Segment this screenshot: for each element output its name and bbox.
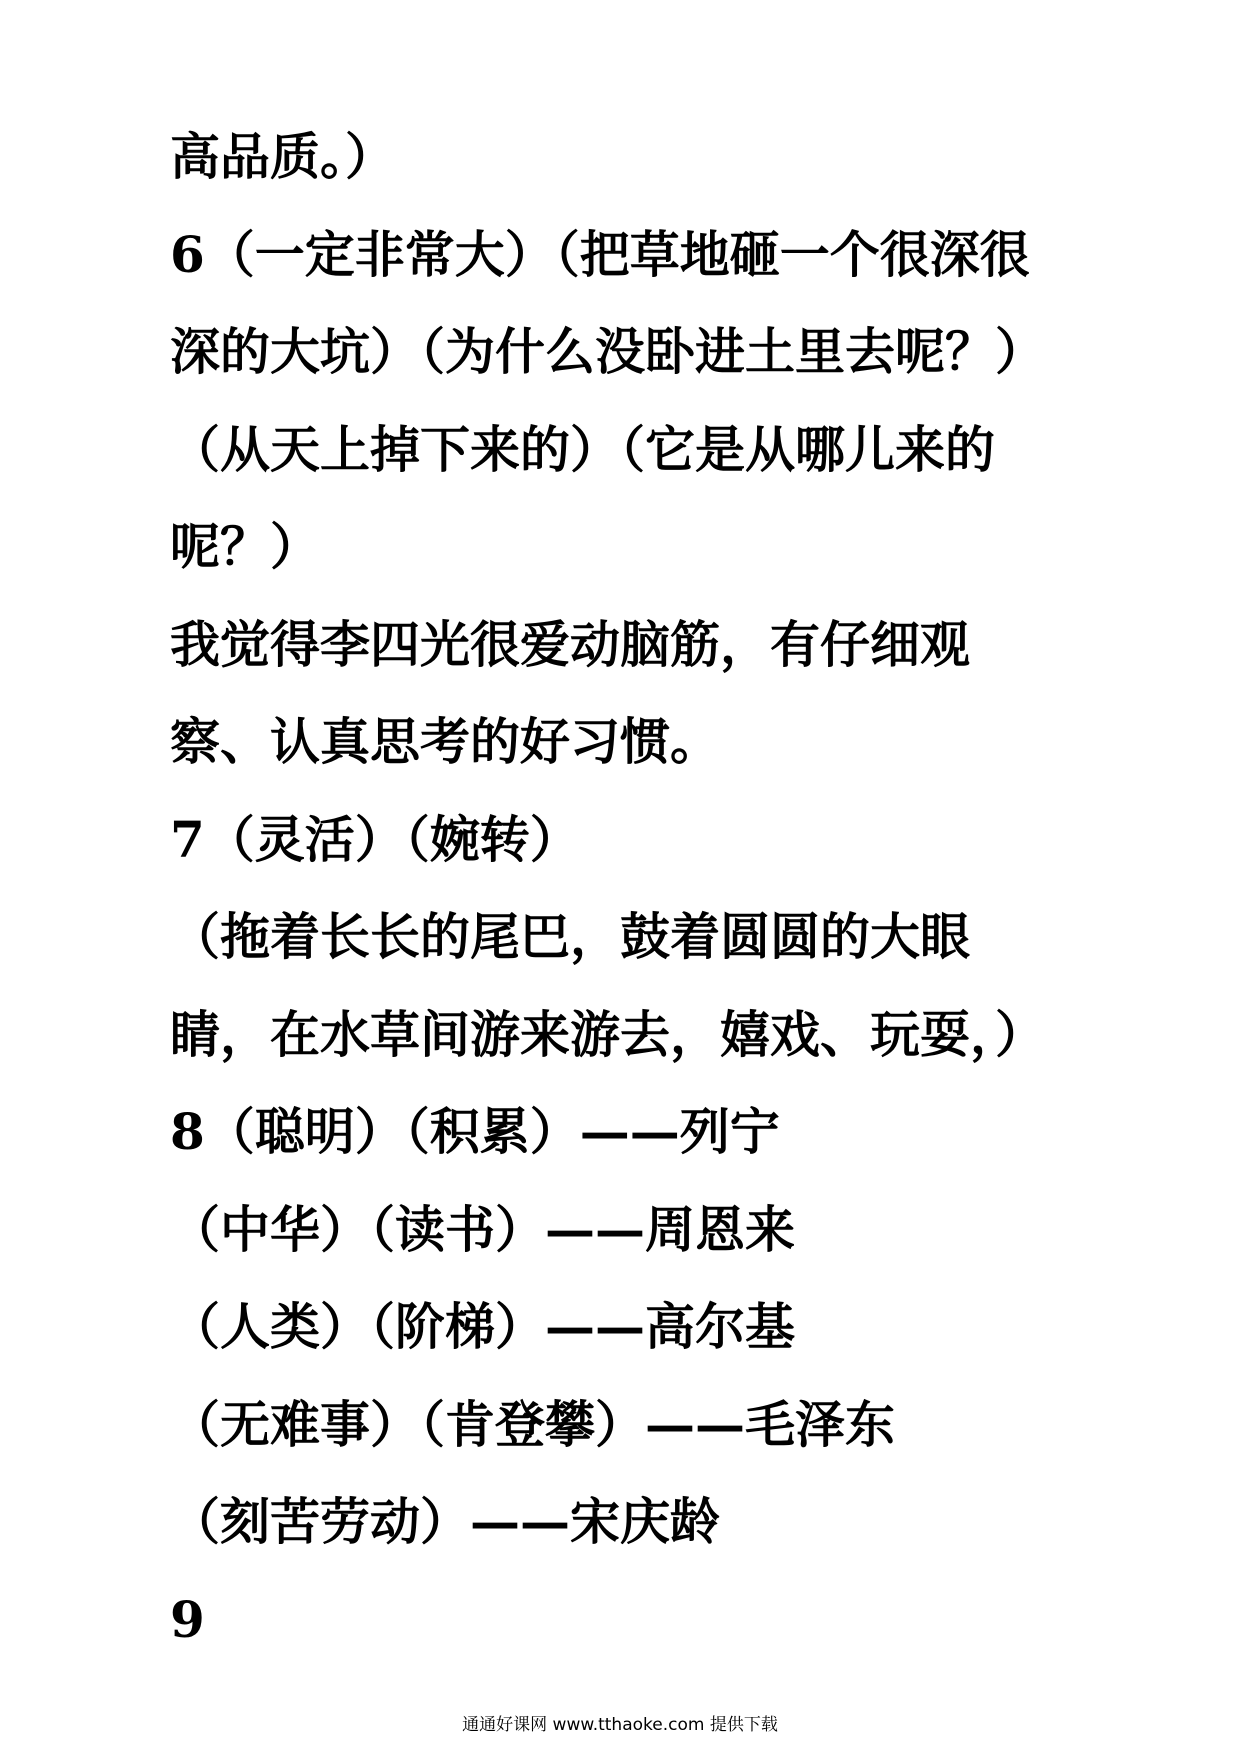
text-line-4: （从天上掉下来的）（它是从哪儿来的 [170,419,995,479]
text-line-6: 我觉得李四光很爱动脑筋，有仔细观 [170,614,970,674]
text-line-5: 呢？） [170,517,320,576]
text-line-11: 8（聪明）（积累）——列宁 [170,1102,780,1161]
text-line-9: （拖着长长的尾巴，鼓着圆圆的大眼 [170,907,970,966]
text-line-13: （人类）（阶梯）——高尔基 [170,1297,795,1356]
text-line-3: 深的大坑）（为什么没卧进土里去呢？） [170,322,1045,381]
text-line-14: （无难事）（肯登攀）——毛泽东 [170,1394,895,1454]
text-line-15: （刻苦劳动）——宋庆龄 [170,1492,720,1551]
text-line-8: 7（灵活）（婉转） [170,809,580,869]
document-body [170,108,1085,1668]
text-line-1: 高品质。） [170,127,395,186]
text-line-12: （中华）（读书）——周恩来 [170,1199,795,1259]
text-line-10: 睛，在水草间游来游去，嬉戏、玩耍，） [170,1004,1045,1064]
text-line-7: 察、认真思考的好习惯。 [170,712,720,771]
text-line-2: 6（一定非常大）（把草地砸一个很深很 [170,224,1030,284]
text-line-16: 9 [170,1589,205,1649]
page-footer: 通通好课网 www.tthaoke.com 提供下载 [462,1715,778,1735]
